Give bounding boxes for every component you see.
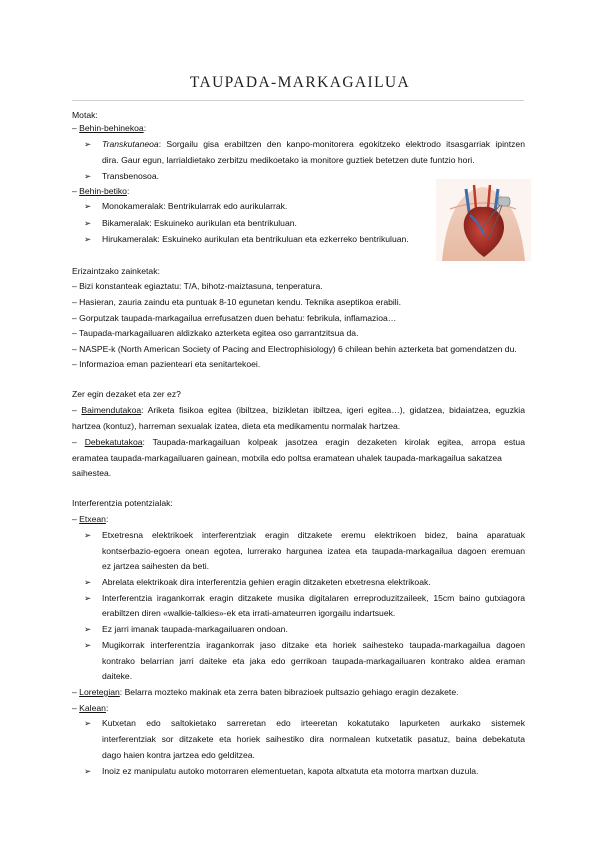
debekatutakoa-text: : Taupada-markagailuan kolpeak jasotzea eragin dezaketen kirolak egitea, arropa estua — [142, 437, 525, 447]
transkutaneoa-line — [102, 139, 525, 150]
kalean-line: – Kalean: — [72, 703, 109, 713]
baimendutakoa-line: – Baimendutakoa: Ariketa fisikoa egitea (ibiltzea, bizikletan ibiltzea, igeri egitea…), gidatzea, bidaiatzea, eguzkia — [72, 405, 525, 415]
kalean-item-1: Kutxetan edo saltokietako sarreretan edo irteeretan kokatutako lapurketen aurkako sistemek — [102, 718, 525, 728]
etxean-item-2: Abrelata elektrikoak dira interferentzia gehien eragin ditzaketen etxetresna elektrikoak. — [102, 577, 431, 587]
arrow-bullet-icon: ➢ — [84, 234, 92, 244]
kalean-label: Kalean — [79, 703, 106, 713]
kalean-item-1-cont2: dago haien kontra jartzea edo gelditzea. — [102, 750, 255, 760]
transkutaneoa-cont: dira. Gaur egun, larrialdietako zerbitzu medikoetako ia monitore guztiek betetzen dute funtzio hori. — [102, 155, 475, 165]
etxean-line: – Etxean: — [72, 514, 109, 524]
title-divider — [72, 100, 524, 101]
zer-egin-heading: Zer egin dezaket eta zer ez? — [72, 389, 181, 399]
interferentzia-heading: Interferentzia potentzialak: — [72, 498, 173, 508]
arrow-bullet-icon: ➢ — [84, 624, 92, 634]
arrow-bullet-icon: ➢ — [84, 577, 92, 587]
etxean-item-3-cont: erabiltzen diren «walkie-talkies»-ek eta irrati-amateurren igorgailu indartsuek. — [102, 608, 396, 618]
loretegian-label: Loretegian — [79, 687, 120, 697]
behin-behinekoa-line: – Behin-behinekoa: — [72, 123, 147, 133]
page-title: TAUPADA-MARKAGAILUA — [189, 74, 411, 91]
loretegian-line: – Loretegian: Belarra mozteko makinak eta zerra baten bibrazioek pultsazio gehiago eragin dezakete. — [72, 687, 459, 697]
debekatutakoa-line: – Debekatutakoa: Taupada-markagailuan kolpeak jasotzea eragin dezaketen kirolak egitea, arropa estua — [72, 437, 525, 447]
hirukameralak-item: Hirukameralak: Eskuineko aurikulan eta bentrikuluan eta ezkerreko bentrikuluan. — [102, 234, 409, 244]
zainketak-heading: Erizaintzako zainketak: — [72, 266, 160, 276]
transbenosoa-item: Transbenosoa. — [102, 171, 160, 181]
baimendutakoa-label: Baimendutakoa — [81, 405, 142, 415]
zainketak-item: – NASPE-k (North American Society of Pacing and Electrophisiology) 6 chilean behin azterketa bat gomendatzen du. — [72, 344, 517, 354]
baimendutakoa-text: : Ariketa fisikoa egitea (ibiltzea, bizikletan ibiltzea, igeri egitea…), gidatzea, bidaiatzea, eguzkia — [141, 405, 525, 415]
behin-betiko-line: – Behin-betiko: — [72, 186, 130, 196]
etxean-item-3: Interferentzia iragankorrak eragin ditzakete musika digitalaren erreproduzitzaileek, 15cm baino gutxiagora — [102, 593, 525, 603]
kalean-item-1-cont: interferentziak sor ditzakete eta horiek saihestiko dira normalean kutxetatik pasatuz, baina debekatuta — [102, 734, 525, 744]
arrow-bullet-icon: ➢ — [84, 640, 92, 650]
etxean-item-5-cont2: daiteke. — [102, 671, 133, 681]
zainketak-item: – Informazioa eman pazienteari eta senitartekoei. — [72, 359, 261, 369]
etxean-item-5: Mugikorrak interferentzia iragankorrak jaso ditzake eta horiek saihesteko taupada-markagailua dagoen — [102, 640, 525, 650]
transkutaneoa-term: Transkutaneoa — [102, 139, 159, 149]
behin-behinekoa-label: Behin-behinekoa — [79, 123, 144, 133]
debekatutakoa-label: Debekatutakoa — [84, 437, 143, 447]
zainketak-item: – Gorputzak taupada-markagailua errefusatzen duen behatu: febrikula, inflamazioa… — [72, 313, 397, 323]
debekatutakoa-cont2: saihestea. — [72, 468, 112, 478]
motak-heading: Motak: — [72, 110, 98, 120]
etxean-item-1: Etxetresna elektrikoek interferentziak eragin ditzakete eremu elektrikoen bidez, baina aparatuak — [102, 530, 525, 540]
etxean-item-5-cont: kontrako belarrian jarri daiteke eta jaka edo gerrikoan taupada-markagailuaren kontrako aldea eraman — [102, 656, 525, 666]
arrow-bullet-icon: ➢ — [84, 201, 92, 211]
etxean-label: Etxean — [79, 514, 106, 524]
monokameralak-item: Monokameralak: Bentrikularrak edo aurikularrak. — [102, 201, 288, 211]
etxean-item-4: Ez jarri imanak taupada-markagailuaren ondoan. — [102, 624, 288, 634]
etxean-item-1-cont: kontserbazio-egoera onean egotea, lurrerako hargunea izatea eta taupada-markagailua dagoen eremuan — [102, 546, 525, 556]
bikameralak-item: Bikameralak: Eskuineko aurikulan eta bentrikuluan. — [102, 218, 297, 228]
loretegian-text: : Belarra mozteko makinak eta zerra baten bibrazioek pultsazio gehiago eragin dezakete. — [119, 687, 459, 697]
heart-pacemaker-illustration — [436, 179, 531, 261]
arrow-bullet-icon: ➢ — [84, 139, 92, 149]
arrow-bullet-icon: ➢ — [84, 530, 92, 540]
transkutaneoa-text: : Sorgailu gisa erabiltzen den kanpo-monitorera egokitzeko elektrodo itsasgarriak ipintzen — [158, 139, 525, 149]
debekatutakoa-cont: eramatea taupada-markagailuaren gainean, motxila edo poltsa eramatean uhalek taupada-markagailua sakatzea — [72, 453, 502, 463]
behin-betiko-label: Behin-betiko — [79, 186, 127, 196]
zainketak-item: – Taupada-markagailuaren aldizkako azterketa egitea oso garrantzitsua da. — [72, 328, 359, 338]
arrow-bullet-icon: ➢ — [84, 718, 92, 728]
zainketak-item: – Hasieran, zauria zaindu eta puntuak 8-10 egunetan kendu. Teknika aseptikoa erabili. — [72, 297, 402, 307]
zainketak-item: – Bizi konstanteak egiaztatu: T/A, bihotz-maiztasuna, tenperatura. — [72, 281, 323, 291]
arrow-bullet-icon: ➢ — [84, 766, 92, 776]
baimendutakoa-cont: hartzea (kontuz), harreman sexualak izatea, dieta eta medikamentu normalak hartzea. — [72, 421, 401, 431]
arrow-bullet-icon: ➢ — [84, 218, 92, 228]
arrow-bullet-icon: ➢ — [84, 171, 92, 181]
etxean-item-1-cont2: ez jartzea saihesten da beti. — [102, 561, 210, 571]
arrow-bullet-icon: ➢ — [84, 593, 92, 603]
kalean-item-2: Inoiz ez manipulatu autoko motorraren elementuetan, kapota altxatuta eta motorra martxan duzula. — [102, 766, 479, 776]
